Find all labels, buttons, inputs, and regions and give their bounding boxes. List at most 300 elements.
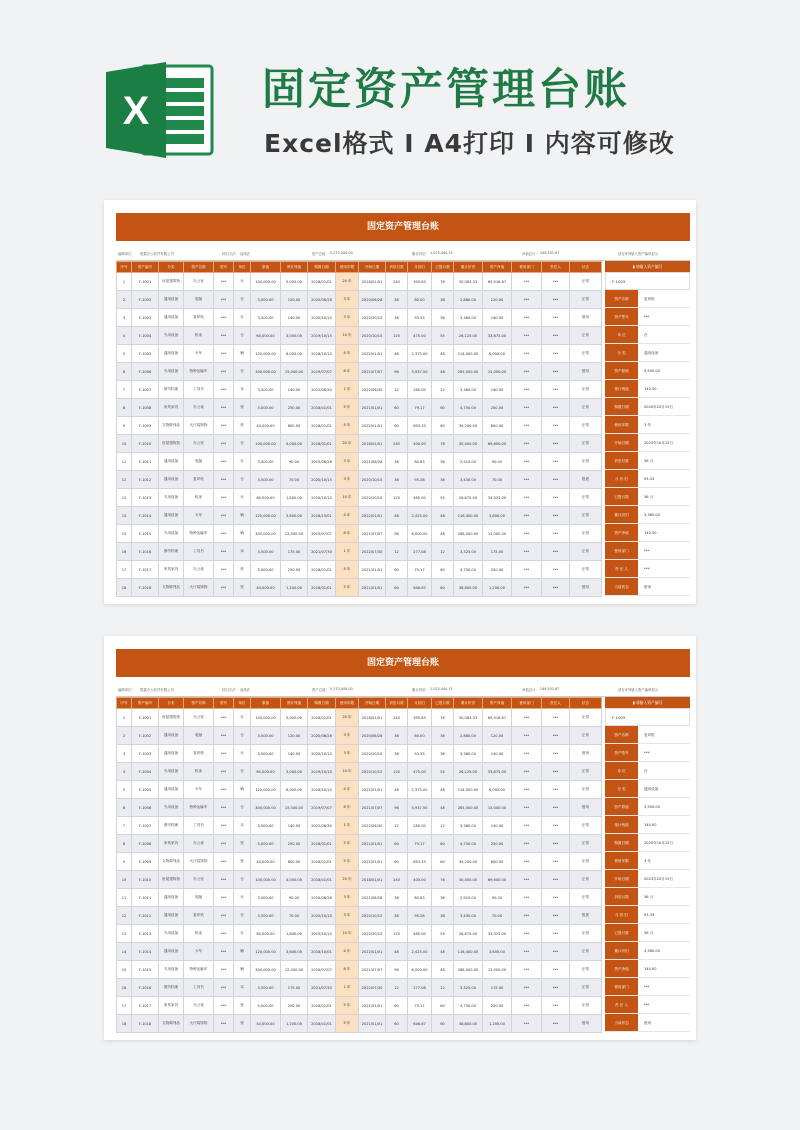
- table-cell[interactable]: 60: [386, 417, 408, 435]
- table-cell[interactable]: 4 年: [336, 345, 359, 363]
- table-cell[interactable]: 30,083.33: [454, 709, 483, 727]
- table-row[interactable]: [117, 417, 602, 435]
- table-cell[interactable]: 2022/06/30: [359, 381, 386, 399]
- table-cell[interactable]: ***: [214, 507, 234, 525]
- table-cell[interactable]: F-1013: [132, 925, 159, 943]
- table-cell[interactable]: ***: [214, 525, 234, 543]
- table-cell[interactable]: 大厅装饰物: [184, 579, 214, 597]
- table-cell[interactable]: 16: [117, 543, 132, 561]
- table-cell[interactable]: ***: [214, 417, 234, 435]
- table-cell[interactable]: 张: [234, 853, 251, 871]
- table-cell[interactable]: 工具书: [184, 979, 214, 997]
- table-cell[interactable]: F-1008: [132, 399, 159, 417]
- table-cell[interactable]: 13: [117, 925, 132, 943]
- table-cell[interactable]: 2022/07/30: [359, 543, 386, 561]
- table-cell[interactable]: 2020/10/15: [308, 309, 336, 327]
- table-cell[interactable]: ***: [512, 745, 542, 763]
- table-cell[interactable]: 台: [234, 871, 251, 889]
- table-cell[interactable]: 653.33: [408, 853, 432, 871]
- table-cell[interactable]: 250.00: [281, 835, 308, 853]
- table-cell[interactable]: 33,325.00: [483, 925, 512, 943]
- table-cell[interactable]: 5,000.00: [251, 399, 281, 417]
- table-cell[interactable]: ***: [214, 345, 234, 363]
- table-cell[interactable]: 60: [386, 561, 408, 579]
- table-cell[interactable]: ***: [542, 979, 570, 997]
- table-cell[interactable]: 正常: [570, 381, 602, 399]
- table-cell[interactable]: 文物陈列品: [159, 853, 184, 871]
- table-cell[interactable]: 280.00: [408, 817, 432, 835]
- table-cell[interactable]: 2,425.00: [408, 943, 432, 961]
- table-cell[interactable]: 10 年: [336, 763, 359, 781]
- table-cell[interactable]: ***: [512, 507, 542, 525]
- table-cell[interactable]: 140.00: [281, 309, 308, 327]
- table-cell[interactable]: ***: [542, 489, 570, 507]
- table-cell[interactable]: 116,400.00: [454, 943, 483, 961]
- table-cell[interactable]: 2022/01/01: [359, 345, 386, 363]
- table-cell[interactable]: F-1007: [132, 381, 159, 399]
- table-cell[interactable]: 79.17: [408, 561, 432, 579]
- table-cell[interactable]: 3,000.00: [251, 727, 281, 745]
- table-cell[interactable]: 正常: [570, 781, 602, 799]
- table-cell[interactable]: ***: [214, 727, 234, 745]
- table-cell[interactable]: 2021/06/28: [359, 889, 386, 907]
- table-cell[interactable]: 36: [432, 727, 454, 745]
- table-cell[interactable]: 39,200.00: [454, 417, 483, 435]
- table-cell[interactable]: ***: [542, 817, 570, 835]
- table-cell[interactable]: ***: [542, 799, 570, 817]
- table-cell[interactable]: 4,750.00: [454, 997, 483, 1015]
- table-cell[interactable]: 1,200.00: [281, 1015, 308, 1033]
- table-cell[interactable]: 正常: [570, 453, 602, 471]
- table-cell[interactable]: 电脑: [184, 727, 214, 745]
- table-cell[interactable]: ***: [214, 543, 234, 561]
- table-cell[interactable]: 5,000.00: [281, 273, 308, 291]
- table-cell[interactable]: 通用设备: [159, 781, 184, 799]
- table-cell[interactable]: 800.00: [281, 853, 308, 871]
- table-cell[interactable]: 5 年: [336, 417, 359, 435]
- table-cell[interactable]: 2022/01/01: [359, 943, 386, 961]
- table-cell[interactable]: 4: [117, 327, 132, 345]
- table-cell[interactable]: 80.83: [408, 889, 432, 907]
- table-cell[interactable]: 3,430.00: [454, 471, 483, 489]
- table-cell[interactable]: 140.00: [281, 745, 308, 763]
- table-cell[interactable]: 15,000.00: [483, 799, 512, 817]
- table-cell[interactable]: 288,000.00: [454, 961, 483, 979]
- table-row[interactable]: [117, 745, 602, 763]
- table-cell[interactable]: 250.00: [281, 997, 308, 1015]
- table-row[interactable]: [117, 943, 602, 961]
- table-cell[interactable]: 300,000.00: [251, 961, 281, 979]
- table-cell[interactable]: ***: [542, 435, 570, 453]
- table-cell[interactable]: F-1015: [132, 525, 159, 543]
- table-cell[interactable]: 办公桌: [184, 997, 214, 1015]
- table-cell[interactable]: F-1006: [132, 363, 159, 381]
- table-cell[interactable]: 36: [386, 745, 408, 763]
- table-cell[interactable]: 69,600.00: [483, 435, 512, 453]
- table-cell[interactable]: 2018/01/01: [308, 871, 336, 889]
- table-cell[interactable]: 48: [386, 781, 408, 799]
- table-cell[interactable]: 14: [117, 507, 132, 525]
- table-cell[interactable]: 30,400.00: [454, 435, 483, 453]
- table-cell[interactable]: 60,000.00: [251, 763, 281, 781]
- table-cell[interactable]: 专用设备: [159, 925, 184, 943]
- table-row[interactable]: [117, 1015, 602, 1033]
- table-cell[interactable]: ***: [542, 309, 570, 327]
- table-row[interactable]: [117, 871, 602, 889]
- table-cell[interactable]: 48: [432, 507, 454, 525]
- table-cell[interactable]: 38,800.00: [454, 579, 483, 597]
- table-cell[interactable]: 专用设备: [159, 799, 184, 817]
- table-cell[interactable]: 100,000.00: [251, 435, 281, 453]
- table-cell[interactable]: 办公室: [184, 871, 214, 889]
- table-cell[interactable]: 专用设备: [159, 525, 184, 543]
- table-cell[interactable]: 正常: [570, 835, 602, 853]
- table-cell[interactable]: 1 年: [336, 979, 359, 997]
- table-cell[interactable]: 图书档案: [159, 979, 184, 997]
- table-cell[interactable]: 正常: [570, 727, 602, 745]
- table-cell[interactable]: 8: [117, 835, 132, 853]
- table-cell[interactable]: 1: [117, 273, 132, 291]
- table-cell[interactable]: 2018/10/15: [308, 781, 336, 799]
- table-cell[interactable]: 复印机: [184, 745, 214, 763]
- table-cell[interactable]: 1,200.00: [483, 1015, 512, 1033]
- table-cell[interactable]: 8 年: [336, 525, 359, 543]
- table-cell[interactable]: 本: [234, 381, 251, 399]
- table-cell[interactable]: 2,425.00: [408, 507, 432, 525]
- table-cell[interactable]: 台: [234, 925, 251, 943]
- table-cell[interactable]: 11: [117, 453, 132, 471]
- table-cell[interactable]: 2019/07/07: [308, 961, 336, 979]
- table-cell[interactable]: ***: [512, 489, 542, 507]
- table-cell[interactable]: 台: [234, 799, 251, 817]
- table-cell[interactable]: F-1008: [132, 835, 159, 853]
- table-cell[interactable]: F-1013: [132, 489, 159, 507]
- table-cell[interactable]: 2020/10/15: [359, 489, 386, 507]
- table-row[interactable]: [117, 853, 602, 871]
- table-cell[interactable]: 图书档案: [159, 817, 184, 835]
- table-cell[interactable]: ***: [214, 907, 234, 925]
- table-cell[interactable]: 2018/01/01: [359, 273, 386, 291]
- table-cell[interactable]: 48: [432, 943, 454, 961]
- table-cell[interactable]: 房屋建筑物: [159, 435, 184, 453]
- table-cell[interactable]: 36: [386, 889, 408, 907]
- table-cell[interactable]: 800.00: [483, 853, 512, 871]
- table-cell[interactable]: 通用设备: [159, 345, 184, 363]
- table-cell[interactable]: 26,125.00: [454, 327, 483, 345]
- table-cell[interactable]: 3,500.00: [251, 471, 281, 489]
- table-cell[interactable]: 5 年: [336, 835, 359, 853]
- table-cell[interactable]: 2021/01/01: [359, 561, 386, 579]
- table-cell[interactable]: 55: [432, 489, 454, 507]
- table-cell[interactable]: 3,000.00: [251, 291, 281, 309]
- table-cell[interactable]: 69,916.67: [483, 709, 512, 727]
- table-cell[interactable]: 本: [234, 979, 251, 997]
- table-cell[interactable]: ***: [214, 853, 234, 871]
- table-cell[interactable]: 2022/01/01: [359, 853, 386, 871]
- table-cell[interactable]: F-1018: [132, 1015, 159, 1033]
- table-row[interactable]: [117, 561, 602, 579]
- table-cell[interactable]: 正常: [570, 417, 602, 435]
- table-cell[interactable]: 5,937.50: [408, 363, 432, 381]
- table-cell[interactable]: 3: [117, 309, 132, 327]
- table-cell[interactable]: 借用: [570, 309, 602, 327]
- table-cell[interactable]: 2,880.00: [454, 727, 483, 745]
- table-cell[interactable]: 300,000.00: [251, 799, 281, 817]
- table-cell[interactable]: 36: [432, 745, 454, 763]
- table-cell[interactable]: 475.00: [408, 327, 432, 345]
- table-cell[interactable]: 55: [432, 763, 454, 781]
- table-cell[interactable]: 16: [117, 979, 132, 997]
- table-cell[interactable]: ***: [512, 579, 542, 597]
- table-cell[interactable]: 家具家具: [159, 399, 184, 417]
- table-cell[interactable]: 120: [386, 489, 408, 507]
- table-cell[interactable]: 120: [386, 763, 408, 781]
- table-cell[interactable]: 80.00: [408, 727, 432, 745]
- table-cell[interactable]: ***: [542, 943, 570, 961]
- table-cell[interactable]: 1,800.00: [281, 489, 308, 507]
- table-cell[interactable]: ***: [512, 853, 542, 871]
- table-cell[interactable]: F-1014: [132, 943, 159, 961]
- table-cell[interactable]: 175.00: [281, 543, 308, 561]
- table-cell[interactable]: 2020/10/15: [308, 907, 336, 925]
- table-cell[interactable]: 250.00: [483, 399, 512, 417]
- table-cell[interactable]: 正常: [570, 561, 602, 579]
- table-cell[interactable]: 2019/06/28: [308, 889, 336, 907]
- table-cell[interactable]: 800.00: [281, 417, 308, 435]
- table-cell[interactable]: F-1010: [132, 871, 159, 889]
- table-cell[interactable]: ***: [542, 727, 570, 745]
- table-cell[interactable]: 3,360.00: [454, 309, 483, 327]
- table-cell[interactable]: 台: [234, 709, 251, 727]
- table-cell[interactable]: 图书档案: [159, 381, 184, 399]
- table-cell[interactable]: 张: [234, 579, 251, 597]
- table-cell[interactable]: 办公室: [184, 435, 214, 453]
- table-cell[interactable]: 79.17: [408, 399, 432, 417]
- table-cell[interactable]: 2021/07/07: [359, 525, 386, 543]
- table-cell[interactable]: 通用设备: [159, 309, 184, 327]
- table-cell[interactable]: 175.00: [281, 979, 308, 997]
- table-cell[interactable]: ***: [214, 471, 234, 489]
- table-cell[interactable]: 5,000.00: [251, 561, 281, 579]
- table-cell[interactable]: 图书档案: [159, 543, 184, 561]
- table-cell[interactable]: 张: [234, 1015, 251, 1033]
- table-cell[interactable]: 本: [234, 543, 251, 561]
- table-cell[interactable]: ***: [214, 997, 234, 1015]
- table-cell[interactable]: 通用设备: [159, 907, 184, 925]
- table-cell[interactable]: F-1004: [132, 327, 159, 345]
- table-cell[interactable]: 60: [432, 399, 454, 417]
- table-cell[interactable]: ***: [512, 817, 542, 835]
- table-cell[interactable]: 正常: [570, 871, 602, 889]
- table-cell[interactable]: 2020/10/15: [359, 309, 386, 327]
- table-cell[interactable]: F-1018: [132, 579, 159, 597]
- table-row[interactable]: [117, 381, 602, 399]
- table-cell[interactable]: 76: [432, 273, 454, 291]
- table-cell[interactable]: ***: [214, 799, 234, 817]
- table-cell[interactable]: ***: [512, 763, 542, 781]
- table-cell[interactable]: 专用设备: [159, 363, 184, 381]
- table-cell[interactable]: 3 年: [336, 309, 359, 327]
- table-cell[interactable]: 250.00: [483, 997, 512, 1015]
- table-cell[interactable]: 653.33: [408, 417, 432, 435]
- table-cell[interactable]: 4,750.00: [454, 835, 483, 853]
- table-cell[interactable]: 60: [386, 835, 408, 853]
- table-cell[interactable]: 1: [117, 709, 132, 727]
- table-cell[interactable]: ***: [512, 835, 542, 853]
- table-cell[interactable]: 5,000.00: [251, 997, 281, 1015]
- table-cell[interactable]: 395.83: [408, 709, 432, 727]
- table-cell[interactable]: ***: [542, 399, 570, 417]
- table-cell[interactable]: 18: [117, 579, 132, 597]
- table-cell[interactable]: 3,600.00: [483, 943, 512, 961]
- table-cell[interactable]: 36: [432, 309, 454, 327]
- table-cell[interactable]: 114,000.00: [454, 345, 483, 363]
- table-row[interactable]: [117, 763, 602, 781]
- table-cell[interactable]: 借用: [570, 1015, 602, 1033]
- table-cell[interactable]: 1 年: [336, 817, 359, 835]
- table-cell[interactable]: 3 年: [336, 745, 359, 763]
- table-row[interactable]: [117, 453, 602, 471]
- table-cell[interactable]: 大厅装饰物: [184, 417, 214, 435]
- table-cell[interactable]: 30,400.00: [454, 871, 483, 889]
- table-cell[interactable]: ***: [214, 273, 234, 291]
- table-cell[interactable]: 48: [386, 507, 408, 525]
- table-cell[interactable]: ***: [512, 907, 542, 925]
- table-cell[interactable]: 3 年: [336, 727, 359, 745]
- table-cell[interactable]: 2019/10/15: [308, 489, 336, 507]
- table-cell[interactable]: 33,325.00: [483, 489, 512, 507]
- table-cell[interactable]: 646.67: [408, 579, 432, 597]
- table-row[interactable]: [117, 273, 602, 291]
- table-cell[interactable]: ***: [542, 579, 570, 597]
- table-cell[interactable]: ***: [542, 381, 570, 399]
- table-cell[interactable]: 3,325.00: [454, 979, 483, 997]
- table-cell[interactable]: 2020/10/15: [359, 907, 386, 925]
- table-cell[interactable]: ***: [214, 745, 234, 763]
- table-cell[interactable]: ***: [214, 709, 234, 727]
- table-cell[interactable]: 288,000.00: [454, 525, 483, 543]
- table-cell[interactable]: 38,800.00: [454, 1015, 483, 1033]
- table-cell[interactable]: 5,000.00: [281, 709, 308, 727]
- table-cell[interactable]: 2019/10/15: [308, 925, 336, 943]
- table-cell[interactable]: 2019/06/28: [308, 453, 336, 471]
- table-cell[interactable]: 2022/06/30: [308, 817, 336, 835]
- table-cell[interactable]: 2021/01/01: [359, 399, 386, 417]
- table-cell[interactable]: 60: [386, 579, 408, 597]
- table-cell[interactable]: 2021/07/07: [359, 799, 386, 817]
- table-cell[interactable]: 60: [432, 417, 454, 435]
- table-cell[interactable]: 3,600.00: [483, 507, 512, 525]
- table-cell[interactable]: 140.00: [483, 817, 512, 835]
- table-cell[interactable]: 正常: [570, 925, 602, 943]
- table-cell[interactable]: 台: [234, 273, 251, 291]
- table-cell[interactable]: 2018/01/01: [308, 997, 336, 1015]
- table-cell[interactable]: 借用: [570, 363, 602, 381]
- table-cell[interactable]: ***: [512, 561, 542, 579]
- table-cell[interactable]: ***: [214, 453, 234, 471]
- table-cell[interactable]: 房屋建筑物: [159, 871, 184, 889]
- table-cell[interactable]: 正常: [570, 327, 602, 345]
- table-cell[interactable]: 正常: [570, 961, 602, 979]
- table-cell[interactable]: ***: [542, 853, 570, 871]
- table-cell[interactable]: ***: [542, 763, 570, 781]
- table-row[interactable]: [117, 997, 602, 1015]
- table-cell[interactable]: ***: [512, 309, 542, 327]
- table-cell[interactable]: 8: [117, 399, 132, 417]
- table-cell[interactable]: 辆: [234, 345, 251, 363]
- table-cell[interactable]: F-1011: [132, 889, 159, 907]
- table-row[interactable]: [117, 579, 602, 597]
- table-cell[interactable]: ***: [542, 507, 570, 525]
- table-cell[interactable]: ***: [512, 799, 542, 817]
- table-cell[interactable]: 通用设备: [159, 453, 184, 471]
- table-cell[interactable]: 12: [432, 381, 454, 399]
- table-cell[interactable]: 2022/06/30: [359, 817, 386, 835]
- table-cell[interactable]: 大厅装饰物: [184, 853, 214, 871]
- table-cell[interactable]: 5 年: [336, 853, 359, 871]
- table-cell[interactable]: 2,375.00: [408, 781, 432, 799]
- table-cell[interactable]: 电脑: [184, 889, 214, 907]
- table-cell[interactable]: 4,000.00: [281, 435, 308, 453]
- table-cell[interactable]: F-1003: [132, 309, 159, 327]
- table-cell[interactable]: 卡车: [184, 781, 214, 799]
- table-cell[interactable]: ***: [542, 871, 570, 889]
- table-cell[interactable]: 26,675.00: [454, 489, 483, 507]
- table-cell[interactable]: 250.00: [281, 399, 308, 417]
- table-cell[interactable]: 2021/07/30: [308, 543, 336, 561]
- table-cell[interactable]: 15: [117, 525, 132, 543]
- table-cell[interactable]: 96: [386, 525, 408, 543]
- table-cell[interactable]: 17: [117, 997, 132, 1015]
- table-cell[interactable]: 5 年: [336, 1015, 359, 1033]
- table-cell[interactable]: 文物陈列品: [159, 417, 184, 435]
- table-cell[interactable]: 2018/01/01: [308, 561, 336, 579]
- table-cell[interactable]: 1,800.00: [281, 925, 308, 943]
- table-row[interactable]: [117, 309, 602, 327]
- table-cell[interactable]: 机床: [184, 489, 214, 507]
- table-cell[interactable]: 277.08: [408, 543, 432, 561]
- table-cell[interactable]: 台: [234, 907, 251, 925]
- table-row[interactable]: [117, 889, 602, 907]
- table-cell[interactable]: 40,000.00: [251, 853, 281, 871]
- table-cell[interactable]: 辆: [234, 943, 251, 961]
- table-cell[interactable]: ***: [512, 961, 542, 979]
- table-cell[interactable]: 12: [386, 381, 408, 399]
- table-cell[interactable]: 正常: [570, 525, 602, 543]
- table-cell[interactable]: 120.00: [281, 727, 308, 745]
- table-cell[interactable]: ***: [542, 889, 570, 907]
- table-cell[interactable]: 76: [432, 435, 454, 453]
- table-cell[interactable]: 辆: [234, 961, 251, 979]
- table-cell[interactable]: 2019/10/15: [308, 763, 336, 781]
- table-cell[interactable]: 专用设备: [159, 489, 184, 507]
- table-cell[interactable]: ***: [542, 453, 570, 471]
- table-cell[interactable]: 台: [234, 489, 251, 507]
- table-cell[interactable]: 2020/10/15: [359, 471, 386, 489]
- table-cell[interactable]: 400.00: [408, 871, 432, 889]
- table-cell[interactable]: 3 年: [336, 907, 359, 925]
- table-cell[interactable]: 90.00: [281, 453, 308, 471]
- table-cell[interactable]: F-1009: [132, 853, 159, 871]
- table-cell[interactable]: 13: [117, 489, 132, 507]
- table-cell[interactable]: 卡车: [184, 507, 214, 525]
- table-cell[interactable]: 5,000.00: [251, 835, 281, 853]
- table-cell[interactable]: 12: [432, 817, 454, 835]
- table-cell[interactable]: 26,125.00: [454, 763, 483, 781]
- table-cell[interactable]: 3,500.00: [251, 543, 281, 561]
- table-cell[interactable]: 60: [432, 835, 454, 853]
- table-cell[interactable]: 3,325.00: [454, 543, 483, 561]
